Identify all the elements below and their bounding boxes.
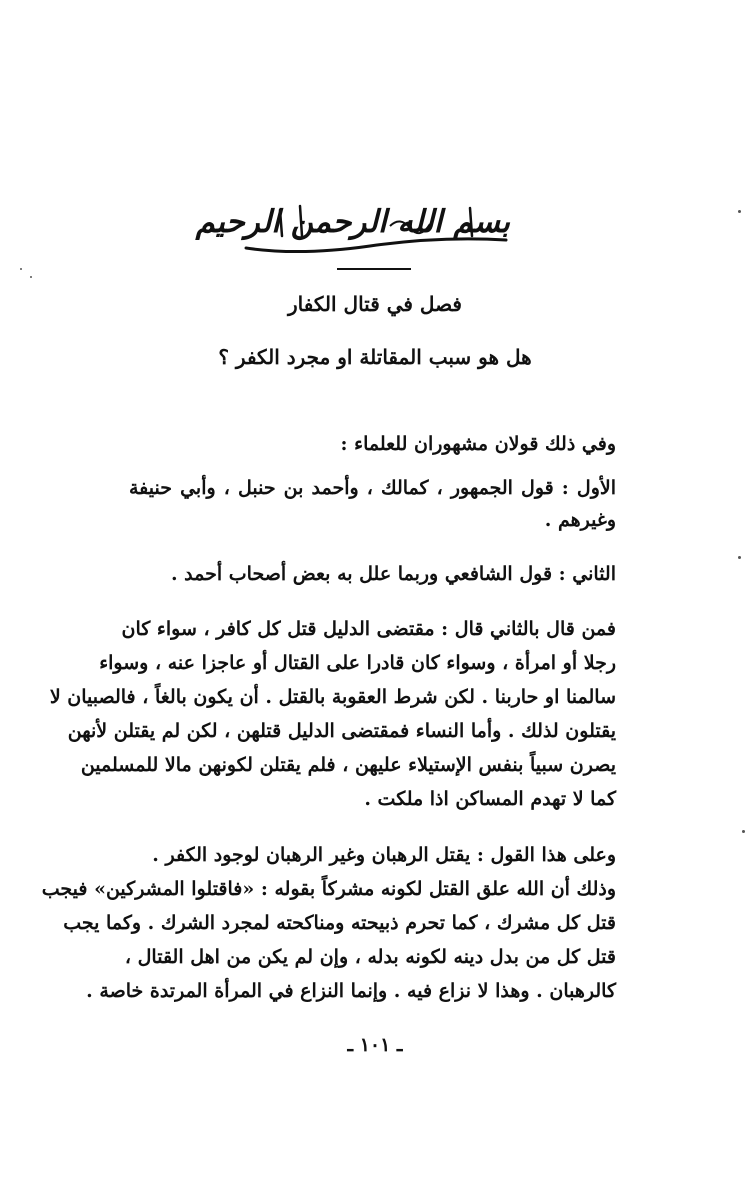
first-opinion-line-1: الأول : قول الجمهور ، كمالك ، وأحمد بن حنبل ، وأبي حنيفة — [129, 477, 616, 499]
paragraph-2-line-1: وعلى هذا القول : يقتل الرهبان وغير الرهبان لوجود الكفر . — [152, 844, 616, 866]
paragraph-1-line-1: فمن قال بالثاني قال : مقتضى الدليل قتل كل كافر ، سواء كان — [121, 618, 616, 640]
intro-line: وفي ذلك قولان مشهوران للعلماء : — [340, 433, 616, 455]
question-subtitle: هل هو سبب المقاتلة او مجرد الكفر ؟ — [218, 345, 532, 369]
paragraph-2-line-4: قتل كل من بدل دينه لكونه بدله ، وإن لم يكن من اهل القتال ، — [124, 946, 616, 968]
scan-speck — [738, 210, 741, 213]
paragraph-1-line-4: يقتلون لذلك . وأما النساء فمقتضى الدليل قتلهن ، لكن لم يقتلن لأنهن — [67, 720, 616, 742]
second-opinion-line: الثاني : قول الشافعي وربما علل به بعض أصحاب أحمد . — [170, 563, 616, 585]
paragraph-1-line-3: سالمنا او حاربنا . لكن شرط العقوبة بالقتل . أن يكون بالغاً ، فالصبيان لا — [49, 686, 616, 708]
paragraph-2-line-3: قتل كل مشرك ، كما تحرم ذبيحته ومناكحته لمجرد الشرك . وكما يجب — [63, 912, 616, 934]
scan-speck — [738, 556, 741, 559]
paragraph-1-line-5: يصرن سبياً بنفس الإستيلاء عليهن ، فلم يقتلن لكونهن مالا للمسلمين — [80, 754, 616, 776]
page-number: ـ ١٠١ ـ — [347, 1034, 403, 1056]
scan-speck — [30, 276, 32, 278]
chapter-title: فصل في قتال الكفار — [288, 292, 462, 316]
basmala-calligraphy — [195, 196, 510, 266]
scan-speck — [20, 268, 22, 270]
first-opinion-line-2: وغيرهم . — [544, 509, 616, 531]
paragraph-1-line-6: كما لا تهدم المساكن اذا ملكت . — [364, 788, 616, 810]
paragraph-2-line-2: وذلك أن الله علق القتل لكونه مشركاً بقوله : «فاقتلوا المشركين» فيجب — [41, 878, 616, 900]
scan-speck — [742, 830, 745, 833]
paragraph-1-line-2: رجلا أو امرأة ، وسواء كان قادرا على القتال أو عاجزا عنه ، وسواء — [99, 652, 616, 674]
basmala-text: بسم الله الرحمن الرحيم — [195, 204, 510, 240]
paragraph-2-line-5: كالرهبان . وهذا لا نزاع فيه . وإنما النزاع في المرأة المرتدة خاصة . — [86, 980, 616, 1002]
title-divider — [337, 268, 411, 270]
